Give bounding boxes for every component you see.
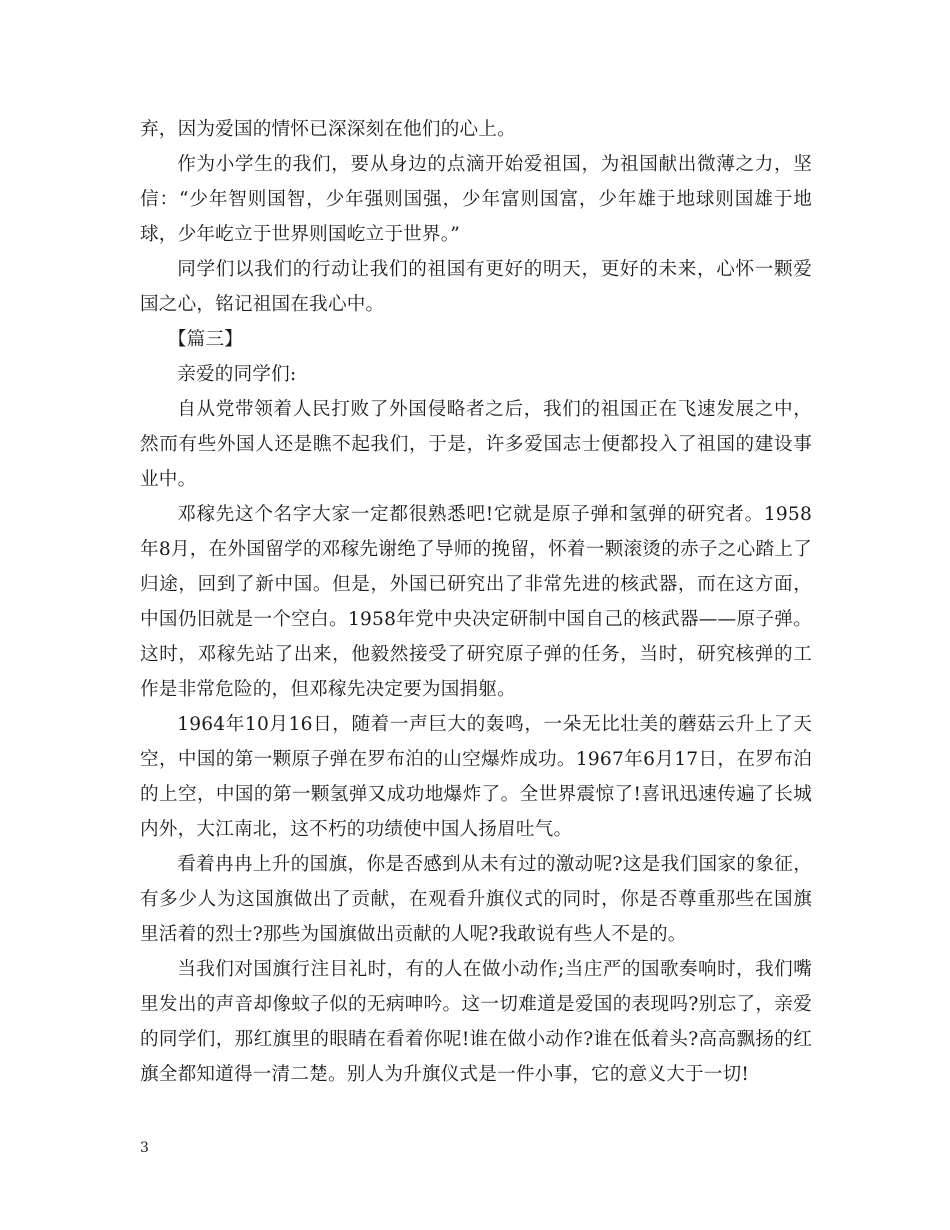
paragraph-party-leadership: 自从党带领着人民打败了外国侵略者之后，我们的祖国正在飞速发展之中，然而有些外国人还是瞧不起我们，于是，许多爱国志士便都投入了祖国的建设事业中。	[140, 399, 812, 490]
paragraph-flag-ceremony: 当我们对国旗行注目礼时，有的人在做小动作;当庄严的国歌奏响时，我们嘴里发出的声音却像蚊子似的无病呻吟。这一切难道是爱国的表现吗?别忘了，亲爱的同学们，那红旗里的眼睛在看着你呢!谁在做小动作?谁在低着头?高高飘扬的红旗全都知道得一清二楚。别人为升旗仪式是一件小事，它的意义大于一切!	[140, 959, 812, 1085]
paragraph-national-flag: 看着冉冉上升的国旗，你是否感到从未有过的激动呢?这是我们国家的象征，有多少人为这国旗做出了贡献，在观看升旗仪式的同时，你是否尊重那些在国旗里活着的烈士?那些为国旗做出贡献的人呢?我敢说有些人不是的。	[140, 854, 812, 945]
paragraph-deng-jiaxian: 邓稼先这个名字大家一定都很熟悉吧!它就是原子弹和氢弹的研究者。1958年8月，在外国留学的邓稼先谢绝了导师的挽留，怀着一颗滚烫的赤子之心踏上了归途，回到了新中国。但是，外国已研究出了非常先进的核武器，而在这方面，中国仍旧就是一个空白。1958年党中央决定研制中国自己的核武器——原子弹。这时，邓稼先站了出来，他毅然接受了研究原子弹的任务，当时，研究核弹的工作是非常危险的，但邓稼先决定要为国捐躯。	[140, 504, 812, 700]
paragraph-closing-call: 同学们以我们的行动让我们的祖国有更好的明天，更好的未来，心怀一颗爱国之心，铭记祖国在我心中。	[140, 259, 812, 315]
paragraph-continuation: 弃，因为爱国的情怀已深深刻在他们的心上。	[140, 119, 516, 140]
page-number: 3	[140, 1140, 149, 1156]
paragraph-student-duty: 作为小学生的我们，要从身边的点滴开始爱祖国，为祖国献出微薄之力，坚信：“少年智则国智，少年强则国强，少年富则国富，少年雄于地球则国雄于地球，少年屹立于世界则国屹立于世界。”	[140, 154, 812, 245]
section-heading: 【篇三】	[167, 329, 244, 350]
paragraph-atomic-test: 1964年10月16日，随着一声巨大的轰鸣，一朵无比壮美的蘑菇云升上了天空，中国的第一颗原子弹在罗布泊的山空爆炸成功。1967年6月17日，在罗布泊的上空，中国的第一颗氢弹又成功地爆炸了。全世界震惊了!喜讯迅速传遍了长城内外，大江南北，这不朽的功绩使中国人扬眉吐气。	[140, 714, 812, 840]
document-body	[140, 112, 812, 1092]
greeting-line: 亲爱的同学们:	[177, 364, 297, 385]
